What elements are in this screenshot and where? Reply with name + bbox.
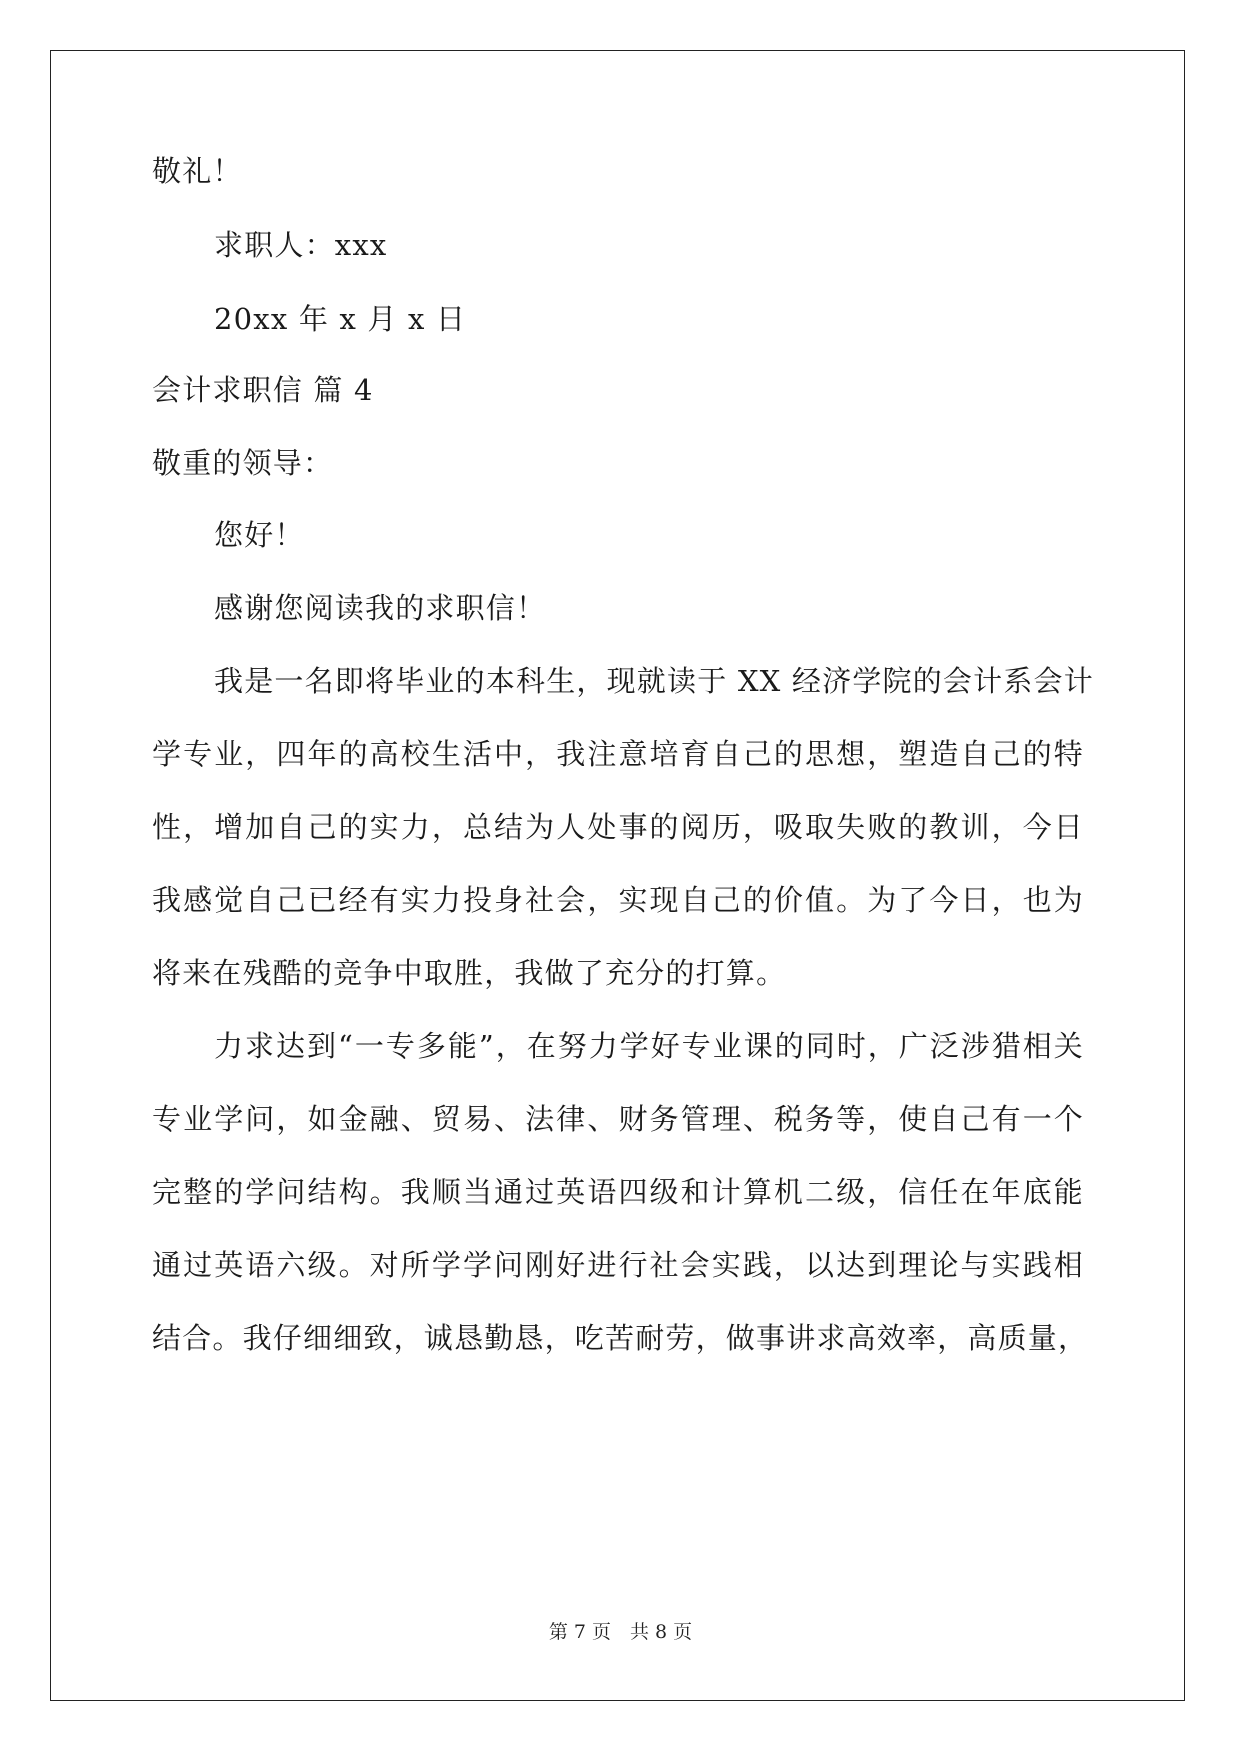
- paragraph-2-line: 通过英语六级。对所学学问刚好进行社会实践，以达到理论与实践相: [152, 1248, 1084, 1282]
- paragraph-2-line: 完整的学问结构。我顺当通过英语四级和计算机二级，信任在年底能: [152, 1175, 1084, 1209]
- thanks-line: 感谢您阅读我的求职信！: [214, 591, 547, 625]
- paragraph-1-line: 我是一名即将毕业的本科生，现就读于 XX 经济学院的会计系会计: [214, 664, 1094, 698]
- closing-salute: 敬礼！: [152, 154, 243, 188]
- paragraph-1-line: 将来在残酷的竞争中取胜，我做了充分的打算。: [152, 956, 787, 990]
- section-title: 会计求职信 篇 4: [152, 373, 374, 407]
- date-line: 20xx 年 x 月 x 日: [214, 302, 467, 336]
- page-number-footer: 第 7 页 共 8 页: [548, 1621, 693, 1643]
- paragraph-2-line: 力求达到“一专多能”，在努力学好专业课的同时，广泛涉猎相关: [214, 1029, 1084, 1063]
- page-border: [50, 50, 1185, 1701]
- signer-line: 求职人：xxx: [214, 228, 388, 262]
- paragraph-1-line: 我感觉自己已经有实力投身社会，实现自己的价值。为了今日，也为: [152, 883, 1084, 917]
- paragraph-1-line: 性，增加自己的实力，总结为人处事的阅历，吸取失败的教训，今日: [152, 810, 1084, 844]
- greeting: 您好！: [214, 518, 305, 552]
- paragraph-2-line: 结合。我仔细细致，诚恳勤恳，吃苦耐劳，做事讲求高效率，高质量，: [152, 1321, 1089, 1355]
- paragraph-1-line: 学专业，四年的高校生活中，我注意培育自己的思想，塑造自己的特: [152, 737, 1084, 771]
- paragraph-2-line: 专业学问，如金融、贸易、法律、财务管理、税务等，使自己有一个: [152, 1102, 1084, 1136]
- salutation: 敬重的领导：: [152, 446, 334, 480]
